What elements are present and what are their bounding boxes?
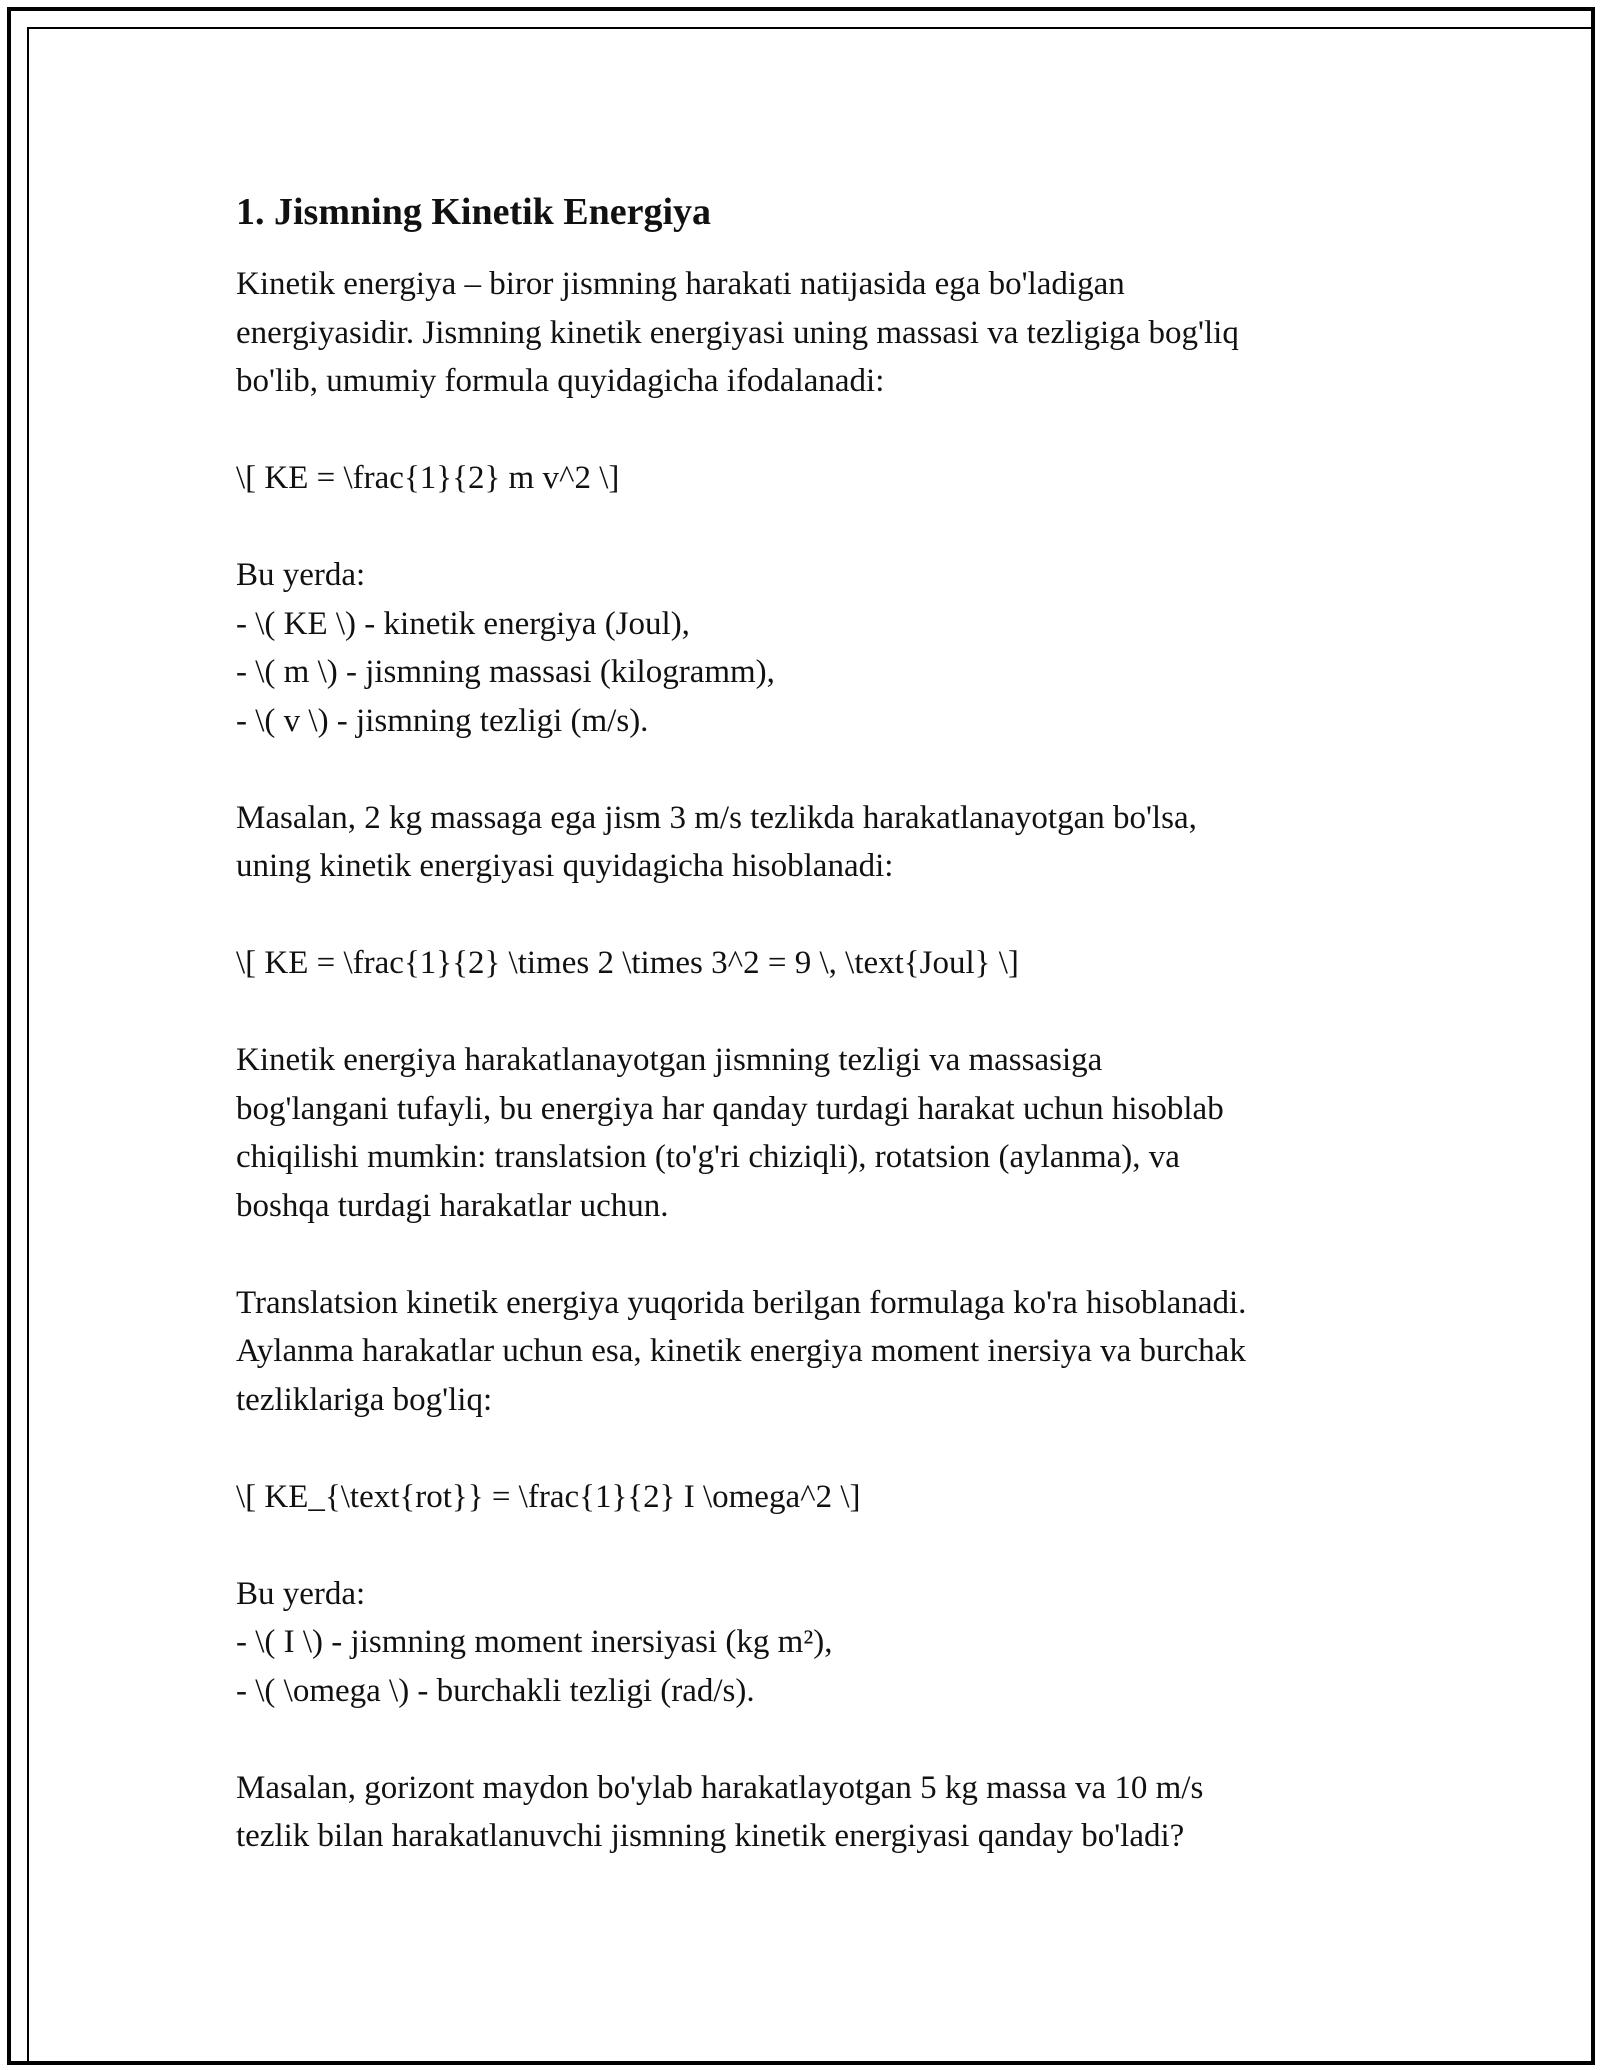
formula-rotational-energy (236, 1473, 1376, 1522)
rotational-variables-list (236, 1570, 1376, 1716)
section-heading: 1. Jismning Kinetik Energiya (236, 191, 712, 233)
list-item: - \( \omega \) - burchakli tezligi (rad/s). (236, 1672, 755, 1709)
text-line: bo'lib, umumiy formula quyidagicha ifodalanadi: (236, 363, 885, 399)
list-item: - \( m \) - jismning massasi (kilogramm), (236, 654, 775, 690)
intro-paragraph (236, 260, 1376, 406)
list-intro: Bu yerda: (236, 1575, 366, 1612)
variable-definitions-list (236, 551, 1376, 745)
text-line: Kinetik energiya harakatlanayotgan jismning tezligi va massasiga (236, 1042, 1103, 1078)
text-line: Masalan, gorizont maydon bo'ylab harakatlayotgan 5 kg massa va 10 m/s (236, 1769, 1204, 1806)
example-paragraph (236, 794, 1376, 891)
text-line: uning kinetik energiyasi quyidagicha hisoblanadi: (236, 848, 894, 884)
formula-line: \[ KE = \frac{1}{2} m v^2 \] (236, 460, 620, 496)
text-line: tezlik bilan harakatlanuvchi jismning kinetik energiyasi qanday bo'ladi? (236, 1818, 1185, 1854)
list-item: - \( I \) - jismning moment inersiyasi (kg m²), (236, 1624, 833, 1660)
formula-example-calculation (236, 939, 1376, 988)
text-line: Translatsion kinetik energiya yuqorida berilgan formulaga ko'ra hisoblanadi. (236, 1284, 1247, 1321)
text-line: chiqilishi mumkin: translatsion (to'g'ri chiziqli), rotatsion (aylanma), va (236, 1139, 1180, 1175)
question-paragraph (236, 1764, 1376, 1861)
formula-kinetic-energy (236, 454, 1376, 503)
motion-types-paragraph (236, 1036, 1376, 1230)
text-line: tezliklariga bog'liq: (236, 1381, 493, 1418)
list-item: - \( KE \) - kinetik energiya (Joul), (236, 605, 690, 642)
text-line: energiyasidir. Jismning kinetik energiyasi uning massasi va tezligiga bog'liq (236, 314, 1239, 351)
rotational-paragraph (236, 1279, 1376, 1425)
text-line: Kinetik energiya – biror jismning harakati natijasida ega bo'ladigan (236, 266, 1125, 302)
document-body (236, 186, 1376, 1909)
text-line: Aylanma harakatlar uchun esa, kinetik energiya moment inersiya va burchak (236, 1333, 1246, 1369)
formula-line: \[ KE_{\text{rot}} = \frac{1}{2} I \omega^2 \] (236, 1478, 861, 1515)
text-line: boshqa turdagi harakatlar uchun. (236, 1187, 669, 1224)
formula-line: \[ KE = \frac{1}{2} \times 2 \times 3^2 = 9 \, \text{Joul} \] (236, 945, 1019, 981)
text-line: Masalan, 2 kg massaga ega jism 3 m/s tezlikda harakatlanayotgan bo'lsa, (236, 799, 1197, 836)
list-item: - \( v \) - jismning tezligi (m/s). (236, 702, 649, 739)
text-line: bog'langani tufayli, bu energiya har qanday turdagi harakat uchun hisoblab (236, 1090, 1224, 1127)
list-intro: Bu yerda: (236, 557, 366, 593)
